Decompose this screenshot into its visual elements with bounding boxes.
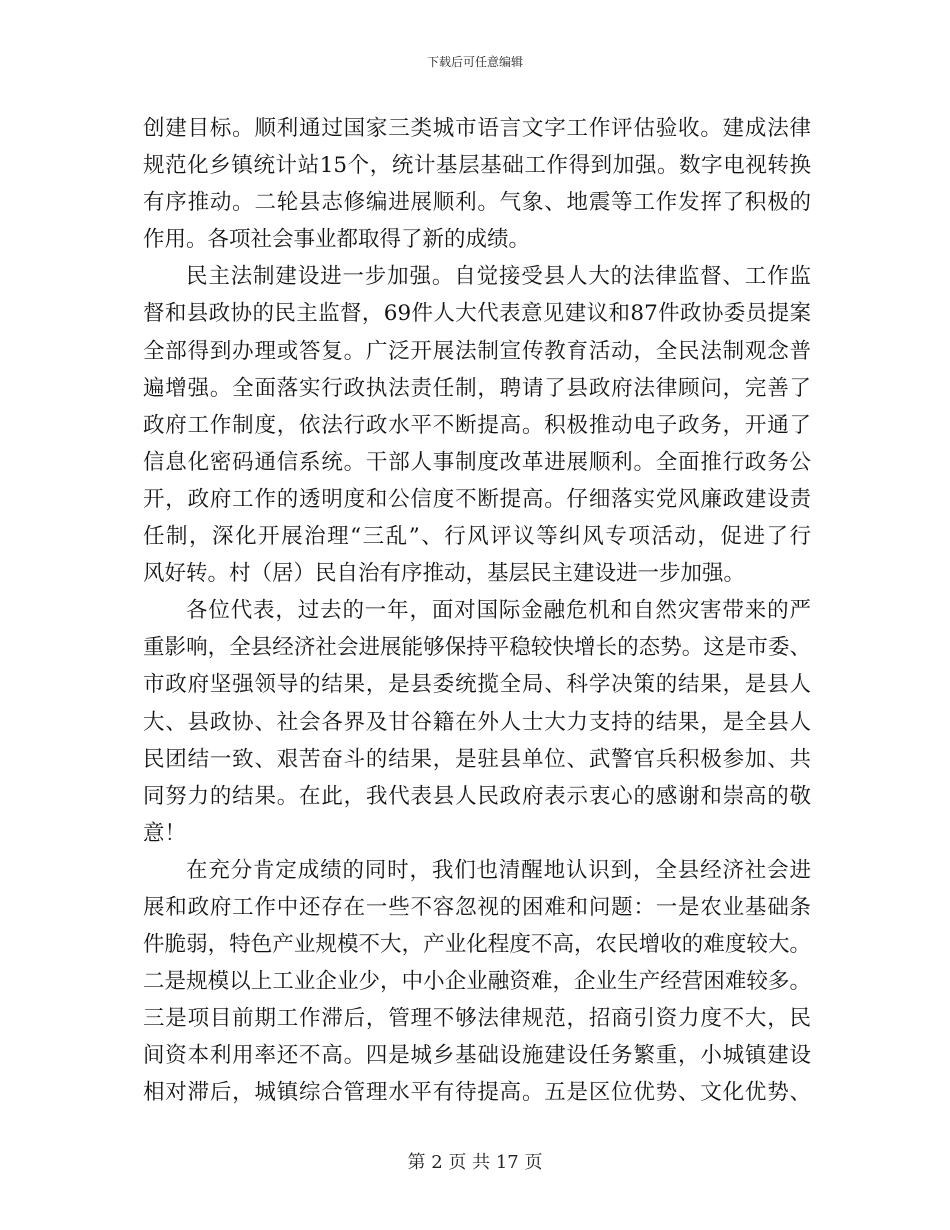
body-line: 相对滞后，城镇综合管理水平有待提高。五是区位优势、文化优势、 — [143, 1080, 811, 1106]
body-line: 政府工作制度，依法行政水平不断提高。积极推动电子政务，开通了 — [143, 412, 811, 438]
body-line: 信息化密码通信系统。干部人事制度改革进展顺利。全面推行政务公 — [143, 449, 811, 475]
body-line: 各位代表，过去的一年，面对国际金融危机和自然灾害带来的严 — [186, 598, 811, 624]
body-line: 遍增强。全面落实行政执法责任制，聘请了县政府法律顾问，完善了 — [143, 375, 811, 401]
body-line: 规范化乡镇统计站15个，统计基层基础工作得到加强。数字电视转换 — [143, 153, 811, 179]
body-line: 大、县政协、社会各界及甘谷籍在外人士大力支持的结果，是全县人 — [143, 709, 811, 735]
body-line: 有序推动。二轮县志修编进展顺利。气象、地震等工作发挥了积极的 — [143, 190, 811, 216]
page-number-footer: 第 2 页 共 17 页 — [407, 1152, 543, 1173]
paragraph — [143, 852, 811, 1112]
document-body — [143, 110, 811, 1112]
body-line: 作用。各项社会事业都取得了新的成绩。 — [143, 227, 531, 253]
paragraph — [143, 592, 811, 852]
body-line: 件脆弱，特色产业规模不大，产业化程度不高，农民增收的难度较大。 — [143, 932, 811, 958]
body-line: 创建目标。顺利通过国家三类城市语言文字工作评估验收。建成法律 — [143, 116, 811, 141]
body-line: 三是项目前期工作滞后，管理不够法律规范，招商引资力度不大，民 — [143, 1006, 811, 1032]
body-line: 间资本利用率还不高。四是城乡基础设施建设任务繁重，小城镇建设 — [143, 1043, 811, 1069]
body-line: 同努力的结果。在此，我代表县人民政府表示衷心的感谢和崇高的敬 — [143, 783, 811, 809]
body-line: 在充分肯定成绩的同时，我们也清醒地认识到，全县经济社会进 — [186, 857, 811, 883]
body-line: 二是规模以上工业企业少，中小企业融资难，企业生产经营困难较多。 — [143, 969, 811, 995]
body-line: 民团结一致、艰苦奋斗的结果，是驻县单位、武警官兵积极参加、共 — [143, 746, 811, 772]
body-line: 市政府坚强领导的结果，是县委统揽全局、科学决策的结果，是县人 — [143, 672, 811, 698]
body-line: 重影响，全县经济社会进展能够保持平稳较快增长的态势。这是市委、 — [143, 635, 811, 661]
page-header-note: 下载后可任意编辑 — [426, 55, 523, 69]
body-line: 风好转。村（居）民自治有序推动，基层民主建设进一步加强。 — [143, 561, 746, 587]
paragraph — [143, 110, 811, 258]
body-line: 民主法制建设进一步加强。自觉接受县人大的法律监督、工作监 — [186, 264, 811, 290]
paragraph — [143, 258, 811, 592]
body-line: 展和政府工作中还存在一些不容忽视的困难和问题：一是农业基础条 — [143, 894, 811, 920]
body-line: 意！ — [143, 820, 187, 846]
body-line: 全部得到办理或答复。广泛开展法制宣传教育活动，全民法制观念普 — [143, 338, 811, 364]
body-line: 督和县政协的民主监督，69件人大代表意见建议和87件政协委员提案 — [143, 301, 811, 327]
body-line: 任制，深化开展治理“三乱”、行风评议等纠风专项活动，促进了行 — [143, 524, 811, 550]
body-line: 开，政府工作的透明度和公信度不断提高。仔细落实党风廉政建设责 — [143, 486, 811, 512]
